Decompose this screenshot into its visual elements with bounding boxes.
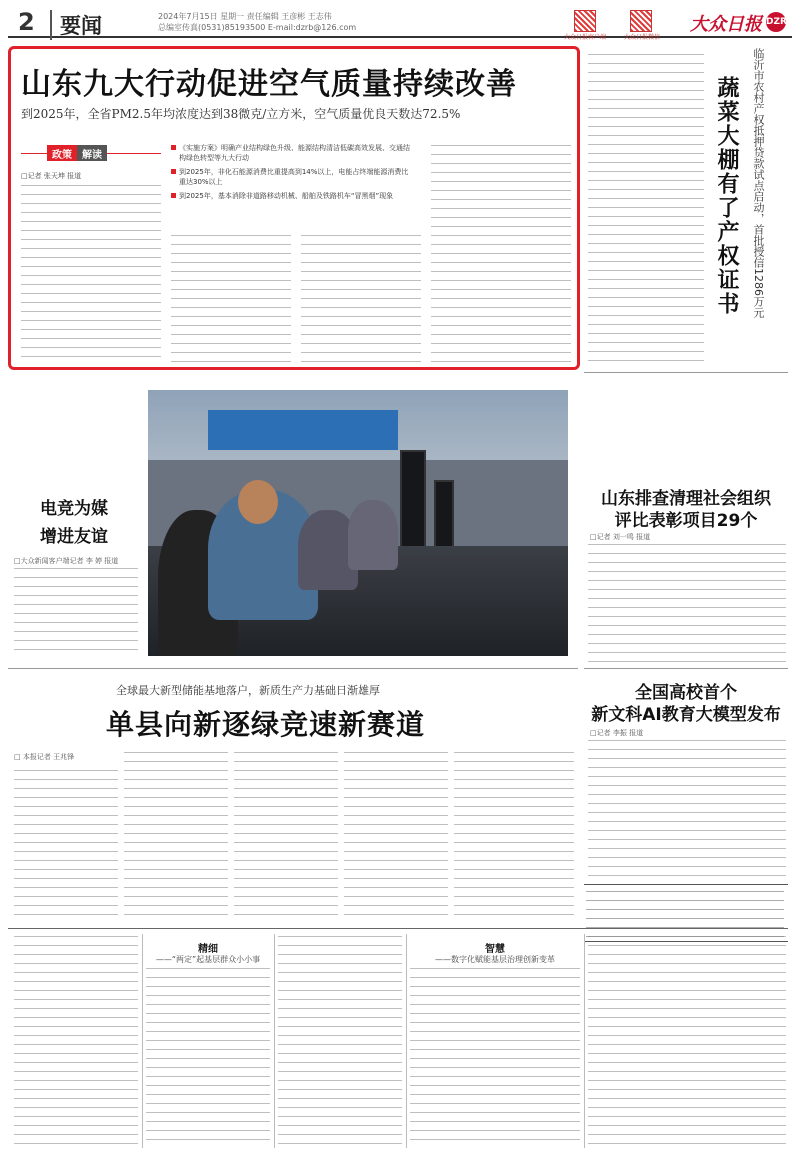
newspaper-brand: 大众日报 <box>690 14 762 35</box>
masthead-meta-line1: 2024年7月15日 星期一 责任编辑 王彦彬 王志伟 <box>158 12 332 21</box>
body-text-column <box>124 752 228 920</box>
bottom-col1-sub: ——“两定”起基层群众小小事 <box>155 955 261 964</box>
bottom-col2-sub: ——数字化赋能基层治理创新变革 <box>435 955 555 964</box>
body-text-column <box>588 936 786 1146</box>
tag-interpretation: 解读 <box>77 145 107 161</box>
body-text-column <box>171 235 291 365</box>
bottom-col2-head: 智慧 <box>485 944 505 955</box>
bottom-col1-head: 精细 <box>198 944 218 955</box>
body-text-column <box>588 740 786 880</box>
lead-story <box>8 46 580 370</box>
divider <box>584 372 788 373</box>
body-text-column <box>14 770 118 920</box>
social-org-headline-line2: 评比表彰项目29个 <box>614 511 758 531</box>
body-text-column <box>21 185 161 365</box>
ai-model-headline-line2: 新文科AI教育大模型发布 <box>591 705 781 725</box>
esports-headline-line1: 电竞为媒 <box>40 499 108 519</box>
keypoint: 《实施方案》明确产业结构绿色升级、能源结构清洁低碳高效发展、交通结构绿色转型等九大行动 <box>171 143 411 163</box>
masthead <box>8 8 794 41</box>
photo-banner <box>208 410 398 450</box>
qr2-label: 大众日报微信 <box>623 34 660 41</box>
divider <box>584 668 788 669</box>
qr-code-icon <box>630 10 652 32</box>
shan-county-byline: □ 本报记者 王兆锋 <box>14 753 75 761</box>
right-feature-headline: 蔬菜大棚有了产权证书 <box>714 76 739 316</box>
social-org-byline: □记者 刘一鸣 报道 <box>590 533 651 541</box>
body-text-column <box>431 145 571 365</box>
player <box>348 500 398 570</box>
qr1-label: 大众日报客户端 <box>563 34 606 41</box>
masthead-meta <box>158 11 356 33</box>
editorial-note-box <box>584 884 788 942</box>
player-head <box>238 480 278 524</box>
keypoint: 到2025年，非化石能源消费比重提高到14%以上，电能占终端能源消费比重达30%以上 <box>171 167 411 187</box>
esports-photo <box>148 390 568 656</box>
right-feature-kicker: 临沂市农村产权抵押贷款试点启动，首批授信1286万元 <box>752 48 765 318</box>
body-text-column <box>410 968 580 1146</box>
ai-model-byline: □记者 李振 报道 <box>590 729 644 737</box>
section-name: 要闻 <box>50 10 102 40</box>
qr-code-icon <box>574 10 596 32</box>
body-text-column <box>588 544 786 662</box>
shan-county-headline: 单县向新逐绿竞速新赛道 <box>106 708 426 741</box>
body-text-column <box>234 752 338 920</box>
policy-tag <box>47 145 107 161</box>
body-text-column <box>278 936 402 1146</box>
esports-headline-line2: 增进友谊 <box>40 527 108 547</box>
body-text-column <box>14 568 138 654</box>
brand-logo-icon: DZRB <box>766 12 786 32</box>
social-org-headline-line1: 山东排查清理社会组织 <box>601 489 771 509</box>
body-text-column <box>344 752 448 920</box>
body-text-column <box>454 752 574 920</box>
body-text-column <box>301 235 421 365</box>
lead-headline: 山东九大行动促进空气质量持续改善 <box>21 67 517 102</box>
shan-county-kicker: 全球最大新型储能基地落户，新质生产力基础日渐雄厚 <box>116 684 380 697</box>
lead-byline: □记者 张天坤 报道 <box>21 172 82 180</box>
esports-byline: □大众新闻客户端记者 李 婷 报道 <box>14 557 119 565</box>
tag-policy: 政策 <box>47 145 77 161</box>
body-text-column <box>14 936 138 1146</box>
page-number: 2 <box>18 8 35 36</box>
divider <box>8 928 788 929</box>
divider <box>8 668 578 669</box>
keypoint: 到2025年，基本消除非道路移动机械、船舶及铁路机车“冒黑烟”现象 <box>171 191 411 201</box>
lead-subheadline: 到2025年，全省PM2.5年均浓度达到38微克/立方米，空气质量优良天数达72.5% <box>21 107 461 121</box>
masthead-meta-line2: 总编室传真(0531)85193500 E-mail:dzrb@126.com <box>158 23 357 32</box>
body-text-column <box>588 54 704 364</box>
lead-keypoints <box>171 143 411 205</box>
ai-model-headline-line1: 全国高校首个 <box>635 683 737 703</box>
body-text-column <box>146 968 270 1146</box>
